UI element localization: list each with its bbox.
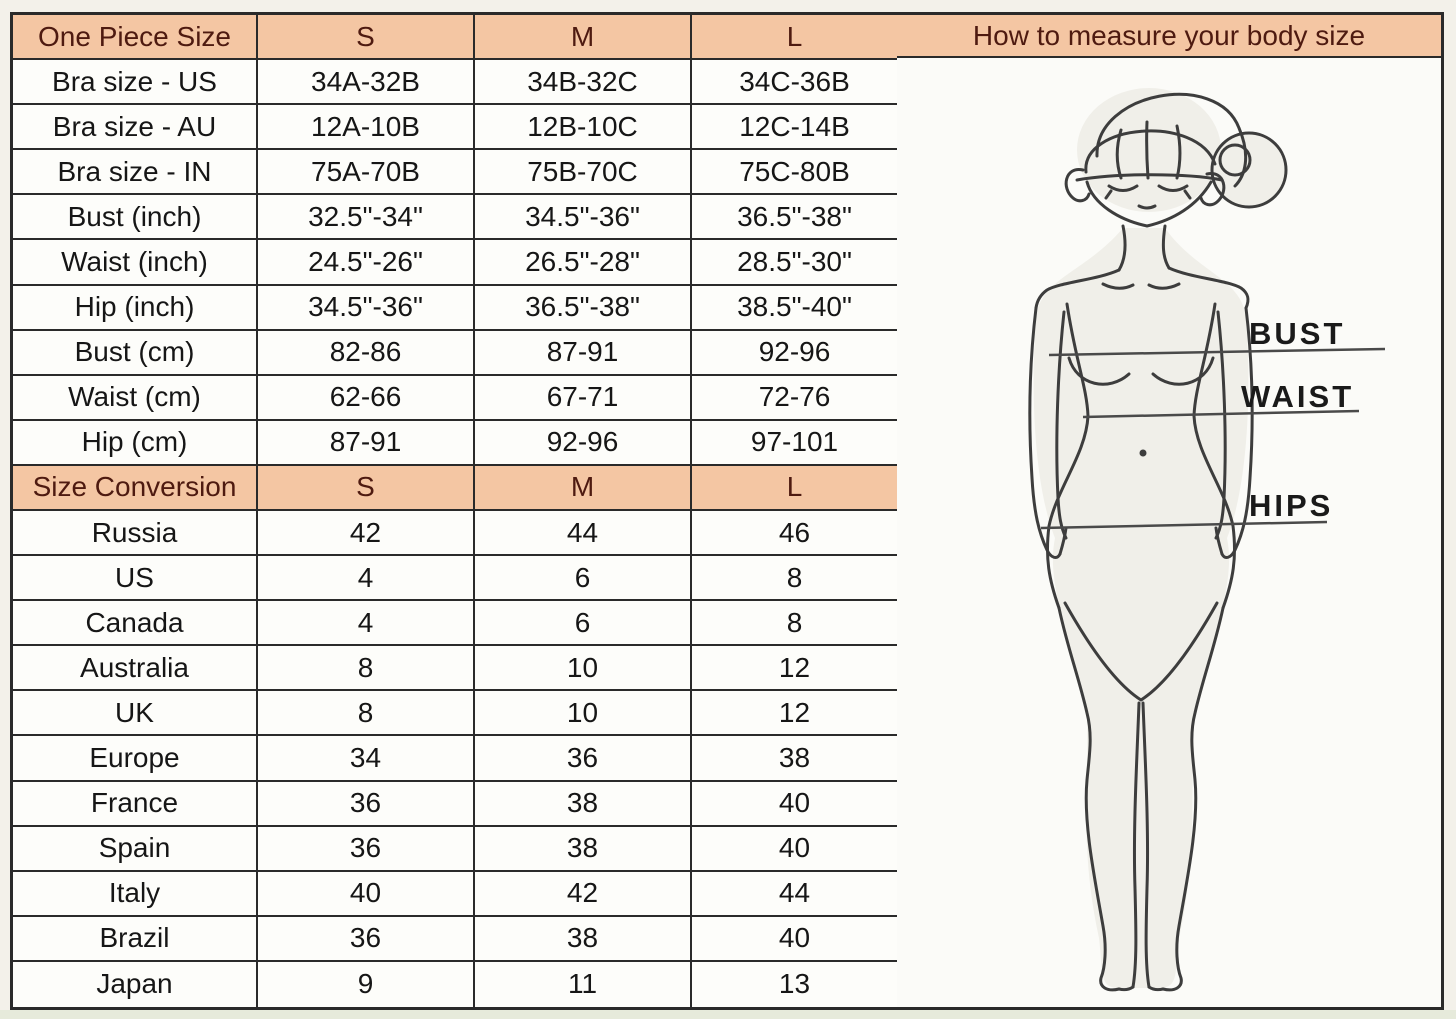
- size-value: 24.5"-26": [258, 240, 475, 285]
- row-label: Canada: [13, 601, 258, 646]
- row-label: Hip (inch): [13, 286, 258, 331]
- size-value: 4: [258, 601, 475, 646]
- size-value: 40: [692, 782, 897, 827]
- size-value: 12C-14B: [692, 105, 897, 150]
- size-value: 40: [692, 827, 897, 872]
- size-value: 75C-80B: [692, 150, 897, 195]
- size-value: 12: [692, 691, 897, 736]
- size-column-header: L: [692, 466, 897, 511]
- size-value: 4: [258, 556, 475, 601]
- hips-label: HIPS: [1249, 488, 1334, 524]
- measure-panel-title: How to measure your body size: [897, 15, 1441, 58]
- size-value: 36: [258, 827, 475, 872]
- row-label: Bra size - IN: [13, 150, 258, 195]
- navel: [1140, 450, 1147, 457]
- row-label: Bust (cm): [13, 331, 258, 376]
- size-value: 34.5"-36": [475, 195, 692, 240]
- size-value: 34: [258, 736, 475, 781]
- row-label: Waist (inch): [13, 240, 258, 285]
- size-value: 40: [258, 872, 475, 917]
- size-value: 38: [475, 827, 692, 872]
- size-value: 26.5"-28": [475, 240, 692, 285]
- size-value: 8: [258, 691, 475, 736]
- measure-figure-area: [897, 58, 1441, 1007]
- size-value: 9: [258, 962, 475, 1007]
- bust-label: BUST: [1249, 316, 1346, 352]
- size-value: 82-86: [258, 331, 475, 376]
- size-value: 38.5"-40": [692, 286, 897, 331]
- size-column-header: M: [475, 15, 692, 60]
- size-value: 6: [475, 556, 692, 601]
- size-value: 38: [475, 917, 692, 962]
- size-value: 8: [692, 556, 897, 601]
- size-value: 40: [692, 917, 897, 962]
- size-value: 34A-32B: [258, 60, 475, 105]
- row-label: Brazil: [13, 917, 258, 962]
- size-value: 42: [258, 511, 475, 556]
- size-value: 36: [258, 917, 475, 962]
- size-value: 36: [258, 782, 475, 827]
- row-label: Waist (cm): [13, 376, 258, 421]
- row-label: Bust (inch): [13, 195, 258, 240]
- size-value: 38: [692, 736, 897, 781]
- size-value: 67-71: [475, 376, 692, 421]
- measure-panel: [897, 15, 1441, 1007]
- size-value: 11: [475, 962, 692, 1007]
- size-value: 44: [692, 872, 897, 917]
- size-value: 97-101: [692, 421, 897, 466]
- size-value: 46: [692, 511, 897, 556]
- size-value: 28.5"-30": [692, 240, 897, 285]
- bottom-margin-strip: [0, 1010, 1456, 1019]
- size-value: 32.5"-34": [258, 195, 475, 240]
- size-column-header: M: [475, 466, 692, 511]
- row-label: Bra size - AU: [13, 105, 258, 150]
- size-value: 12B-10C: [475, 105, 692, 150]
- row-label: Hip (cm): [13, 421, 258, 466]
- size-value: 10: [475, 691, 692, 736]
- size-value: 72-76: [692, 376, 897, 421]
- size-value: 12: [692, 646, 897, 691]
- row-label: Spain: [13, 827, 258, 872]
- size-value: 75B-70C: [475, 150, 692, 195]
- size-column-header: S: [258, 466, 475, 511]
- size-value: 42: [475, 872, 692, 917]
- size-chart-sheet: [10, 12, 1444, 1010]
- row-label: UK: [13, 691, 258, 736]
- size-column-header: S: [258, 15, 475, 60]
- waist-label: WAIST: [1241, 379, 1355, 415]
- size-value: 92-96: [692, 331, 897, 376]
- figure-body-fill: [1034, 228, 1249, 988]
- size-value: 87-91: [258, 421, 475, 466]
- row-label: Europe: [13, 736, 258, 781]
- size-value: 12A-10B: [258, 105, 475, 150]
- size-chart-table: [13, 15, 897, 1007]
- row-label: US: [13, 556, 258, 601]
- size-value: 8: [258, 646, 475, 691]
- size-column-header: L: [692, 15, 897, 60]
- size-value: 38: [475, 782, 692, 827]
- size-value: 62-66: [258, 376, 475, 421]
- row-label: Italy: [13, 872, 258, 917]
- size-value: 36.5"-38": [692, 195, 897, 240]
- size-value: 44: [475, 511, 692, 556]
- size-value: 87-91: [475, 331, 692, 376]
- size-value: 75A-70B: [258, 150, 475, 195]
- row-label: Bra size - US: [13, 60, 258, 105]
- female-body-figure: [897, 58, 1441, 1007]
- row-label: France: [13, 782, 258, 827]
- hair-strand-2: [1147, 122, 1148, 178]
- section-header-label: Size Conversion: [13, 466, 258, 511]
- size-value: 10: [475, 646, 692, 691]
- size-value: 13: [692, 962, 897, 1007]
- size-value: 34B-32C: [475, 60, 692, 105]
- size-value: 34C-36B: [692, 60, 897, 105]
- size-value: 36: [475, 736, 692, 781]
- size-value: 36.5"-38": [475, 286, 692, 331]
- row-label: Japan: [13, 962, 258, 1007]
- size-value: 6: [475, 601, 692, 646]
- size-value: 92-96: [475, 421, 692, 466]
- row-label: Russia: [13, 511, 258, 556]
- size-value: 8: [692, 601, 897, 646]
- section-header-label: One Piece Size: [13, 15, 258, 60]
- size-value: 34.5"-36": [258, 286, 475, 331]
- row-label: Australia: [13, 646, 258, 691]
